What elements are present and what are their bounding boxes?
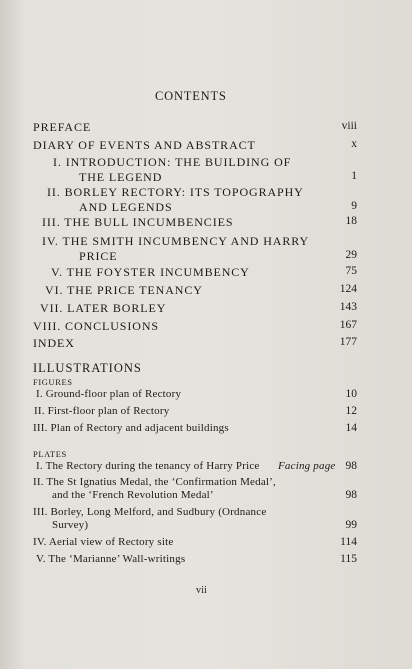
toc-entry-chapter-1-cont: THE LEGEND [79,170,163,184]
toc-page-chapter-8: 167 [339,319,357,331]
toc-page-chapter-7: 143 [339,301,357,313]
figure-entry-2: II. First-floor plan of Rectory [34,405,170,417]
illustrations-heading: ILLUSTRATIONS [33,361,142,375]
toc-entry-preface: PREFACE [33,120,92,134]
toc-entry-chapter-2: II. BORLEY RECTORY: ITS TOPOGRAPHY [47,185,304,199]
toc-entry-chapter-6: VI. THE PRICE TENANCY [45,283,203,297]
plate-entry-2-cont: and the ‘French Revolution Medal’ [52,489,214,501]
toc-entry-chapter-2-cont: AND LEGENDS [79,200,173,214]
plate-facing-page-label: Facing page [278,460,336,472]
figure-entry-1: I. Ground-floor plan of Rectory [36,388,182,400]
page-title: CONTENTS [155,89,227,103]
toc-page-chapter-5: 75 [345,265,357,277]
toc-page-chapter-3: 18 [345,215,357,227]
plate-page-4: 114 [340,536,357,548]
figure-page-3: 14 [345,422,357,434]
plate-entry-3: III. Borley, Long Melford, and Sudbury (Ordnance [33,506,267,518]
toc-page-preface: viii [341,120,357,132]
toc-page-diary: x [351,138,357,150]
toc-entry-diary: DIARY OF EVENTS AND ABSTRACT [33,138,256,152]
toc-entry-chapter-5: V. THE FOYSTER INCUMBENCY [51,265,250,279]
plate-entry-3-cont: Survey) [52,519,89,531]
toc-entry-chapter-4-cont: PRICE [79,249,118,263]
figures-heading: FIGURES [33,377,73,387]
toc-page-chapter-1: 1 [351,170,357,182]
plate-entry-4: IV. Aerial view of Rectory site [33,536,174,548]
toc-entry-chapter-1: I. INTRODUCTION: THE BUILDING OF [53,155,292,169]
plate-page-2: 98 [345,489,357,501]
plate-page-1: 98 [345,460,357,472]
toc-entry-chapter-4: IV. THE SMITH INCUMBENCY AND HARRY [42,234,310,248]
toc-page-chapter-6: 124 [339,283,357,295]
plate-page-5: 115 [340,553,357,565]
toc-entry-chapter-8: VIII. CONCLUSIONS [33,319,159,333]
toc-entry-chapter-3: III. THE BULL INCUMBENCIES [42,215,234,229]
plate-page-3: 99 [345,519,357,531]
plate-entry-2: II. The St Ignatius Medal, the ‘Confirmation Medal’, [33,476,276,488]
toc-page-chapter-2: 9 [351,200,357,212]
toc-entry-chapter-7: VII. LATER BORLEY [40,301,167,315]
figure-page-2: 12 [345,405,357,417]
plates-heading: PLATES [33,449,67,459]
figure-entry-3: III. Plan of Rectory and adjacent buildings [33,422,229,434]
toc-page-chapter-4: 29 [345,249,357,261]
plate-entry-1: I. The Rectory during the tenancy of Harry Price [36,460,260,472]
plate-entry-5: V. The ‘Marianne’ Wall-writings [36,553,186,565]
page-folio: vii [196,585,208,596]
figure-page-1: 10 [345,388,357,400]
toc-page-index: 177 [339,336,357,348]
toc-entry-index: INDEX [33,336,75,350]
